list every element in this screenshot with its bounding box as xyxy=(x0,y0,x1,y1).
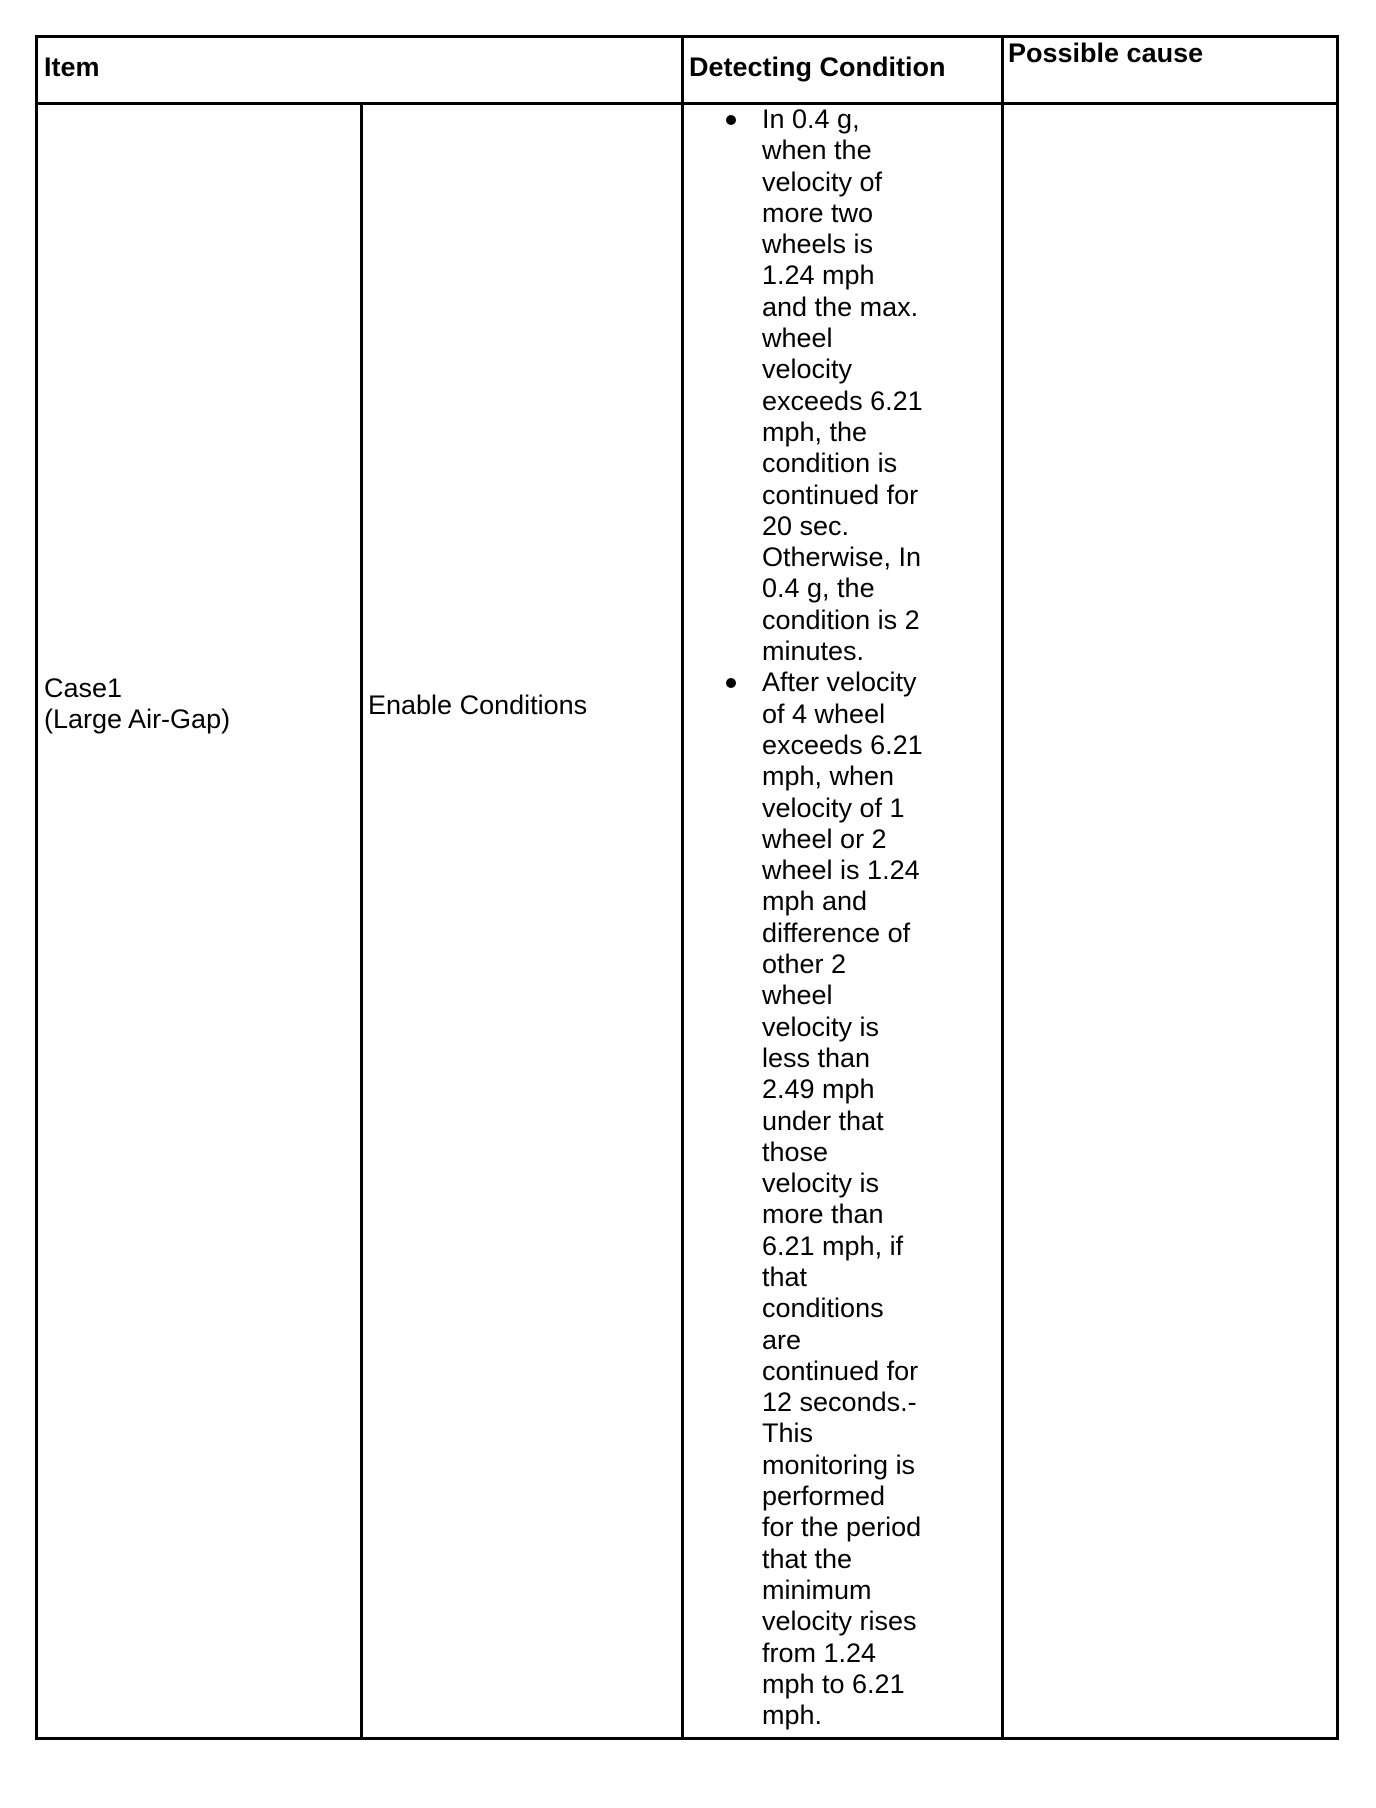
case-label xyxy=(44,673,230,735)
condition-list xyxy=(762,104,942,1731)
condition-text: In 0.4 g, when the velocity of more two wheels is 1.24 mph and the max. wheel velocity exceeds 6.21 mph, the condition is continued for 20 sec. Otherwise, In 0.4 g, the condition is 2 minutes. xyxy=(762,104,923,667)
header-possible-cause: Possible cause xyxy=(1008,38,1204,68)
header-detecting-condition: Detecting Condition xyxy=(689,52,946,82)
column-divider-condition xyxy=(681,38,684,1737)
header-divider xyxy=(38,102,1336,105)
enable-conditions-label: Enable Conditions xyxy=(368,690,588,720)
condition-item xyxy=(762,667,942,1731)
bullet-icon xyxy=(726,115,736,125)
column-divider-cause xyxy=(1001,38,1004,1737)
condition-item xyxy=(762,104,942,667)
case-description: (Large Air-Gap) xyxy=(44,704,231,734)
header-item: Item xyxy=(44,52,100,82)
detecting-condition-table xyxy=(35,35,1339,1740)
column-divider-item-sub xyxy=(360,102,363,1737)
bullet-icon xyxy=(726,678,736,688)
case-name: Case1 xyxy=(44,673,123,703)
condition-text: After velocity of 4 wheel exceeds 6.21 mph, when velocity of 1 wheel or 2 wheel is 1.24 mph and difference of other 2 wheel velocity is less than 2.49 mph under that those velocity is more than 6.21 mph, if that conditions are continued for 12 seconds.- This monitoring is performed for the period that the minimum velocity rises from 1.24 mph to 6.21 mph. xyxy=(762,667,923,1731)
